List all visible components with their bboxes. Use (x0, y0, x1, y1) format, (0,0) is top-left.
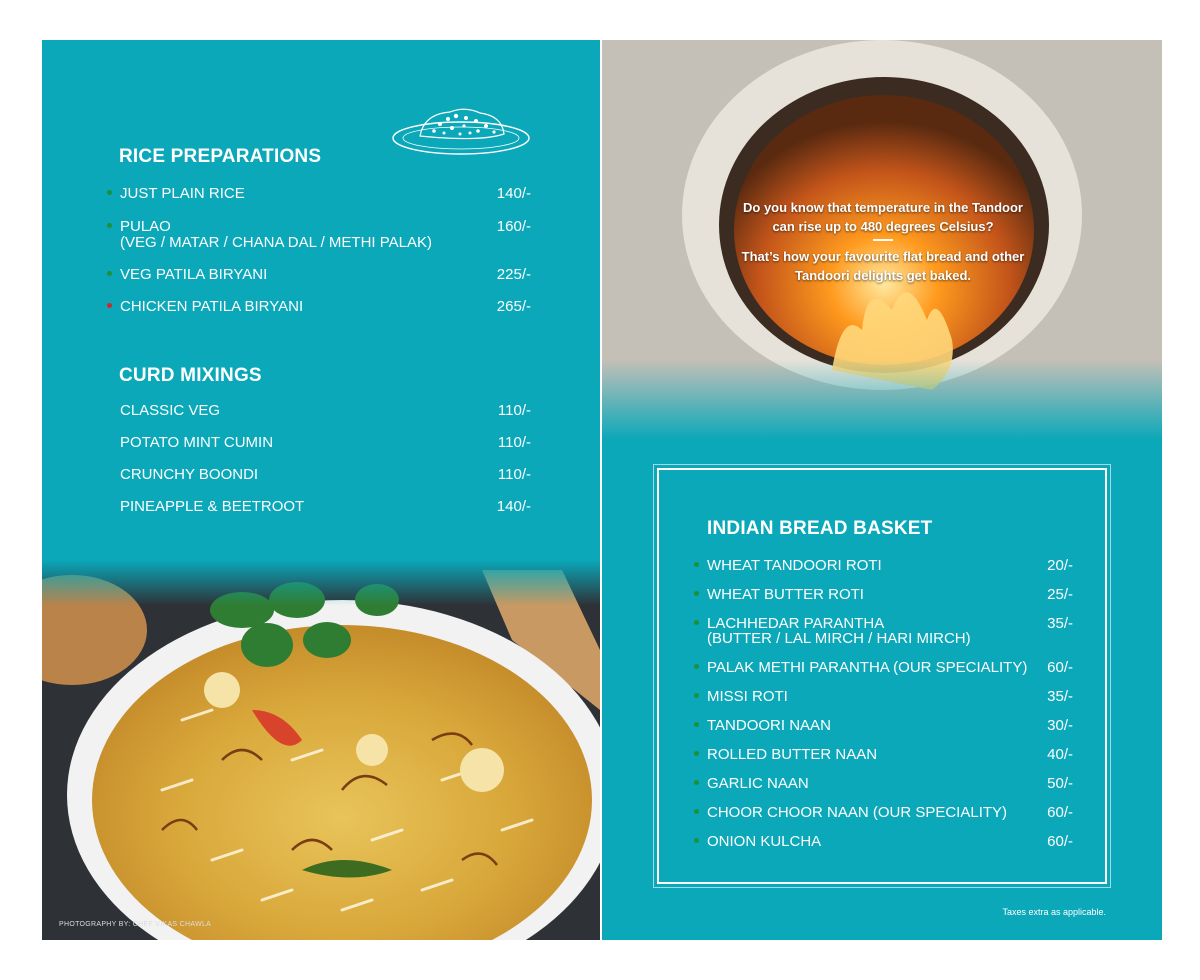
photo-credit: PHOTOGRAPHY BY: CHEF VIKAS CHAWLA (59, 921, 212, 928)
item-name: CHOOR CHOOR NAAN (OUR SPECIALITY) (707, 804, 1008, 821)
divider (873, 239, 893, 241)
nonveg-dot-icon (107, 303, 112, 308)
item-price: 25/- (1047, 586, 1073, 603)
veg-dot-icon (694, 780, 699, 785)
rice-plate-icon (390, 104, 532, 158)
item-price: 110/- (497, 434, 531, 451)
item-name: TANDOORI NAAN (707, 717, 831, 734)
item-name: VEG PATILA BIRYANI (120, 266, 268, 283)
item-price: 35/- (1047, 615, 1073, 632)
item-price: 60/- (1047, 833, 1073, 850)
item-options: (VEG / MATAR / CHANA DAL / METHI PALAK) (120, 234, 432, 251)
veg-dot-icon (694, 591, 699, 596)
item-name: CHICKEN PATILA BIRYANI (120, 298, 304, 315)
item-name: JUST PLAIN RICE (120, 185, 245, 202)
biryani-photo (42, 560, 600, 940)
item-price: 225/- (496, 266, 531, 283)
tandoor-fact-line: Do you know that temperature in the Tandoor (743, 200, 1023, 215)
left-menu-page (42, 40, 600, 940)
veg-dot-icon (107, 271, 112, 276)
item-name: PULAO (120, 218, 171, 235)
veg-dot-icon (107, 190, 112, 195)
veg-dot-icon (694, 809, 699, 814)
veg-dot-icon (694, 838, 699, 843)
veg-dot-icon (694, 664, 699, 669)
item-name: WHEAT BUTTER ROTI (707, 586, 864, 603)
item-price: 140/- (496, 185, 531, 202)
item-name: POTATO MINT CUMIN (120, 434, 274, 451)
tandoor-photo (602, 40, 1162, 440)
item-name: PALAK METHI PARANTHA (OUR SPECIALITY) (707, 659, 1028, 676)
item-name: GARLIC NAAN (707, 775, 809, 792)
veg-dot-icon (694, 693, 699, 698)
tandoor-fact (698, 198, 1068, 285)
item-price: 60/- (1047, 659, 1073, 676)
item-name: PINEAPPLE & BEETROOT (120, 498, 305, 515)
tandoor-fact-line: can rise up to 480 degrees Celsius? (772, 219, 994, 234)
veg-dot-icon (107, 223, 112, 228)
bread-section-title: INDIAN BREAD BASKET (707, 518, 933, 539)
right-menu-page (602, 40, 1162, 940)
veg-dot-icon (694, 620, 699, 625)
veg-dot-icon (694, 751, 699, 756)
item-price: 20/- (1047, 557, 1073, 574)
item-name: LACHHEDAR PARANTHA (707, 615, 885, 632)
item-name: MISSI ROTI (707, 688, 788, 705)
item-name: ROLLED BUTTER NAAN (707, 746, 878, 763)
veg-dot-icon (694, 722, 699, 727)
item-price: 140/- (496, 498, 531, 515)
item-price: 60/- (1047, 804, 1073, 821)
item-name: CRUNCHY BOONDI (120, 466, 259, 483)
item-price: 30/- (1047, 717, 1073, 734)
item-price: 35/- (1047, 688, 1073, 705)
rice-section-title: RICE PREPARATIONS (119, 146, 322, 167)
item-options: (BUTTER / LAL MIRCH / HARI MIRCH) (707, 630, 971, 647)
item-name: WHEAT TANDOORI ROTI (707, 557, 882, 574)
tandoor-fact-line: That’s how your favourite flat bread and other (741, 249, 1025, 264)
item-price: 160/- (496, 218, 531, 235)
taxes-note: Taxes extra as applicable. (1002, 907, 1106, 917)
item-name: CLASSIC VEG (120, 402, 221, 419)
item-price: 110/- (497, 466, 531, 483)
item-price: 40/- (1047, 746, 1073, 763)
tandoor-fact-line: Tandoori delights get baked. (795, 268, 971, 283)
item-price: 110/- (497, 402, 531, 419)
item-price: 265/- (496, 298, 531, 315)
veg-dot-icon (694, 562, 699, 567)
item-price: 50/- (1047, 775, 1073, 792)
curd-section-title: CURD MIXINGS (119, 365, 262, 386)
item-name: ONION KULCHA (707, 833, 822, 850)
